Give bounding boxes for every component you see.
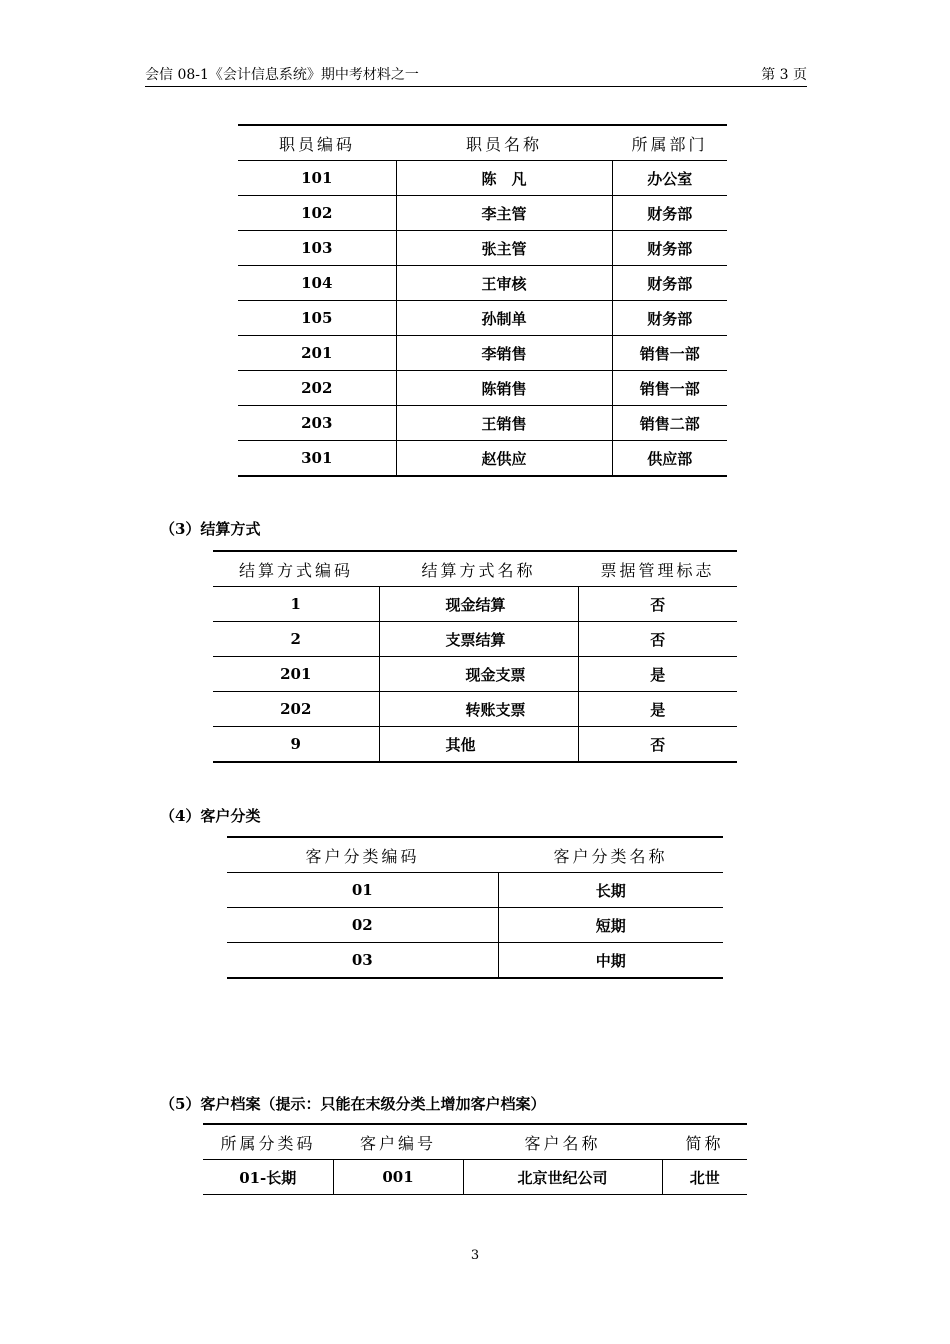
table-cell: 是 xyxy=(578,657,737,692)
table-cell: 否 xyxy=(578,587,737,622)
table-cell: 03 xyxy=(227,943,498,979)
table-cell: 王审核 xyxy=(396,266,612,301)
table-row xyxy=(213,622,737,657)
table-cell: 101 xyxy=(238,161,396,196)
table-cell: 现金结算 xyxy=(379,587,578,622)
table-cell: 陈 凡 xyxy=(396,161,612,196)
page-number: 3 xyxy=(470,1248,480,1263)
table-cell: 办公室 xyxy=(612,161,727,196)
table-cell: 102 xyxy=(238,196,396,231)
column-header: 客户编号 xyxy=(359,1133,436,1153)
table-cell: 财务部 xyxy=(612,301,727,336)
table-cell: 销售一部 xyxy=(612,371,727,406)
column-header: 结算方式编码 xyxy=(238,560,353,580)
table-header-row xyxy=(227,837,723,873)
table-cell: 01 xyxy=(227,873,498,908)
table-cell: 销售二部 xyxy=(612,406,727,441)
column-header: 客户分类名称 xyxy=(553,846,668,866)
table-cell: 301 xyxy=(238,441,396,477)
table-cell: 203 xyxy=(238,406,396,441)
table-cell: 01-长期 xyxy=(203,1160,333,1195)
table-cell: 中期 xyxy=(498,943,723,979)
table-cell: 李主管 xyxy=(396,196,612,231)
table-row xyxy=(238,301,727,336)
table-row xyxy=(213,657,737,692)
settlement-table xyxy=(213,550,737,763)
table-cell: 9 xyxy=(213,727,379,763)
table-cell: 现金支票 xyxy=(379,657,578,692)
customer-category-table xyxy=(227,836,723,979)
table-cell: 赵供应 xyxy=(396,441,612,477)
table-cell: 201 xyxy=(213,657,379,692)
table-cell: 105 xyxy=(238,301,396,336)
table-cell: 转账支票 xyxy=(379,692,578,727)
column-header: 简称 xyxy=(685,1133,724,1153)
table-row xyxy=(238,161,727,196)
table-cell: 103 xyxy=(238,231,396,266)
section-title-customer-file: （5）客户档案（提示：只能在末级分类上增加客户档案） xyxy=(160,1095,546,1113)
table-cell: 104 xyxy=(238,266,396,301)
table-cell: 财务部 xyxy=(612,196,727,231)
table-row xyxy=(238,266,727,301)
table-row xyxy=(213,692,737,727)
table-cell: 202 xyxy=(213,692,379,727)
table-cell: 孙制单 xyxy=(396,301,612,336)
column-header: 客户分类编码 xyxy=(305,846,420,866)
table-cell: 张主管 xyxy=(396,231,612,266)
table-cell: 支票结算 xyxy=(379,622,578,657)
table-cell: 北世 xyxy=(662,1160,747,1195)
page-header xyxy=(145,64,807,87)
column-header: 结算方式名称 xyxy=(421,560,536,580)
table-header-row xyxy=(213,551,737,587)
section-title-settlement: （3）结算方式 xyxy=(160,520,261,538)
table-cell: 其他 xyxy=(379,727,578,763)
table-cell: 财务部 xyxy=(612,231,727,266)
table-cell: 长期 xyxy=(498,873,723,908)
table-cell: 是 xyxy=(578,692,737,727)
table-cell: 1 xyxy=(213,587,379,622)
employee-table xyxy=(238,124,727,477)
column-header: 所属部门 xyxy=(631,134,708,154)
table-cell: 王销售 xyxy=(396,406,612,441)
customer-file-table xyxy=(203,1123,747,1195)
table-cell: 李销售 xyxy=(396,336,612,371)
table-header-row xyxy=(203,1124,747,1160)
table-row xyxy=(227,943,723,979)
table-cell: 否 xyxy=(578,622,737,657)
column-header: 职员名称 xyxy=(465,134,542,154)
table-cell: 陈销售 xyxy=(396,371,612,406)
table-cell: 财务部 xyxy=(612,266,727,301)
table-cell: 2 xyxy=(213,622,379,657)
table-cell: 202 xyxy=(238,371,396,406)
table-row xyxy=(227,873,723,908)
table-cell: 否 xyxy=(578,727,737,763)
table-row xyxy=(213,587,737,622)
column-header: 票据管理标志 xyxy=(600,560,715,580)
table-cell: 供应部 xyxy=(612,441,727,477)
table-row xyxy=(238,406,727,441)
table-row xyxy=(238,231,727,266)
table-row xyxy=(213,727,737,763)
header-title: 会信 08-1《会计信息系统》期中考材料之一 xyxy=(145,67,419,83)
column-header: 所属分类码 xyxy=(220,1133,316,1153)
table-cell: 001 xyxy=(333,1160,463,1195)
section-title-customer-category: （4）客户分类 xyxy=(160,807,261,825)
table-cell: 短期 xyxy=(498,908,723,943)
table-row xyxy=(238,196,727,231)
table-row xyxy=(203,1160,747,1195)
column-header: 客户名称 xyxy=(524,1133,601,1153)
table-row xyxy=(238,371,727,406)
table-row xyxy=(227,908,723,943)
table-cell: 201 xyxy=(238,336,396,371)
table-row xyxy=(238,441,727,477)
table-row xyxy=(238,336,727,371)
table-header-row xyxy=(238,125,727,161)
table-cell: 02 xyxy=(227,908,498,943)
column-header: 职员编码 xyxy=(278,134,355,154)
table-cell: 北京世纪公司 xyxy=(463,1160,662,1195)
header-page: 第 3 页 xyxy=(761,67,807,83)
table-cell: 销售一部 xyxy=(612,336,727,371)
